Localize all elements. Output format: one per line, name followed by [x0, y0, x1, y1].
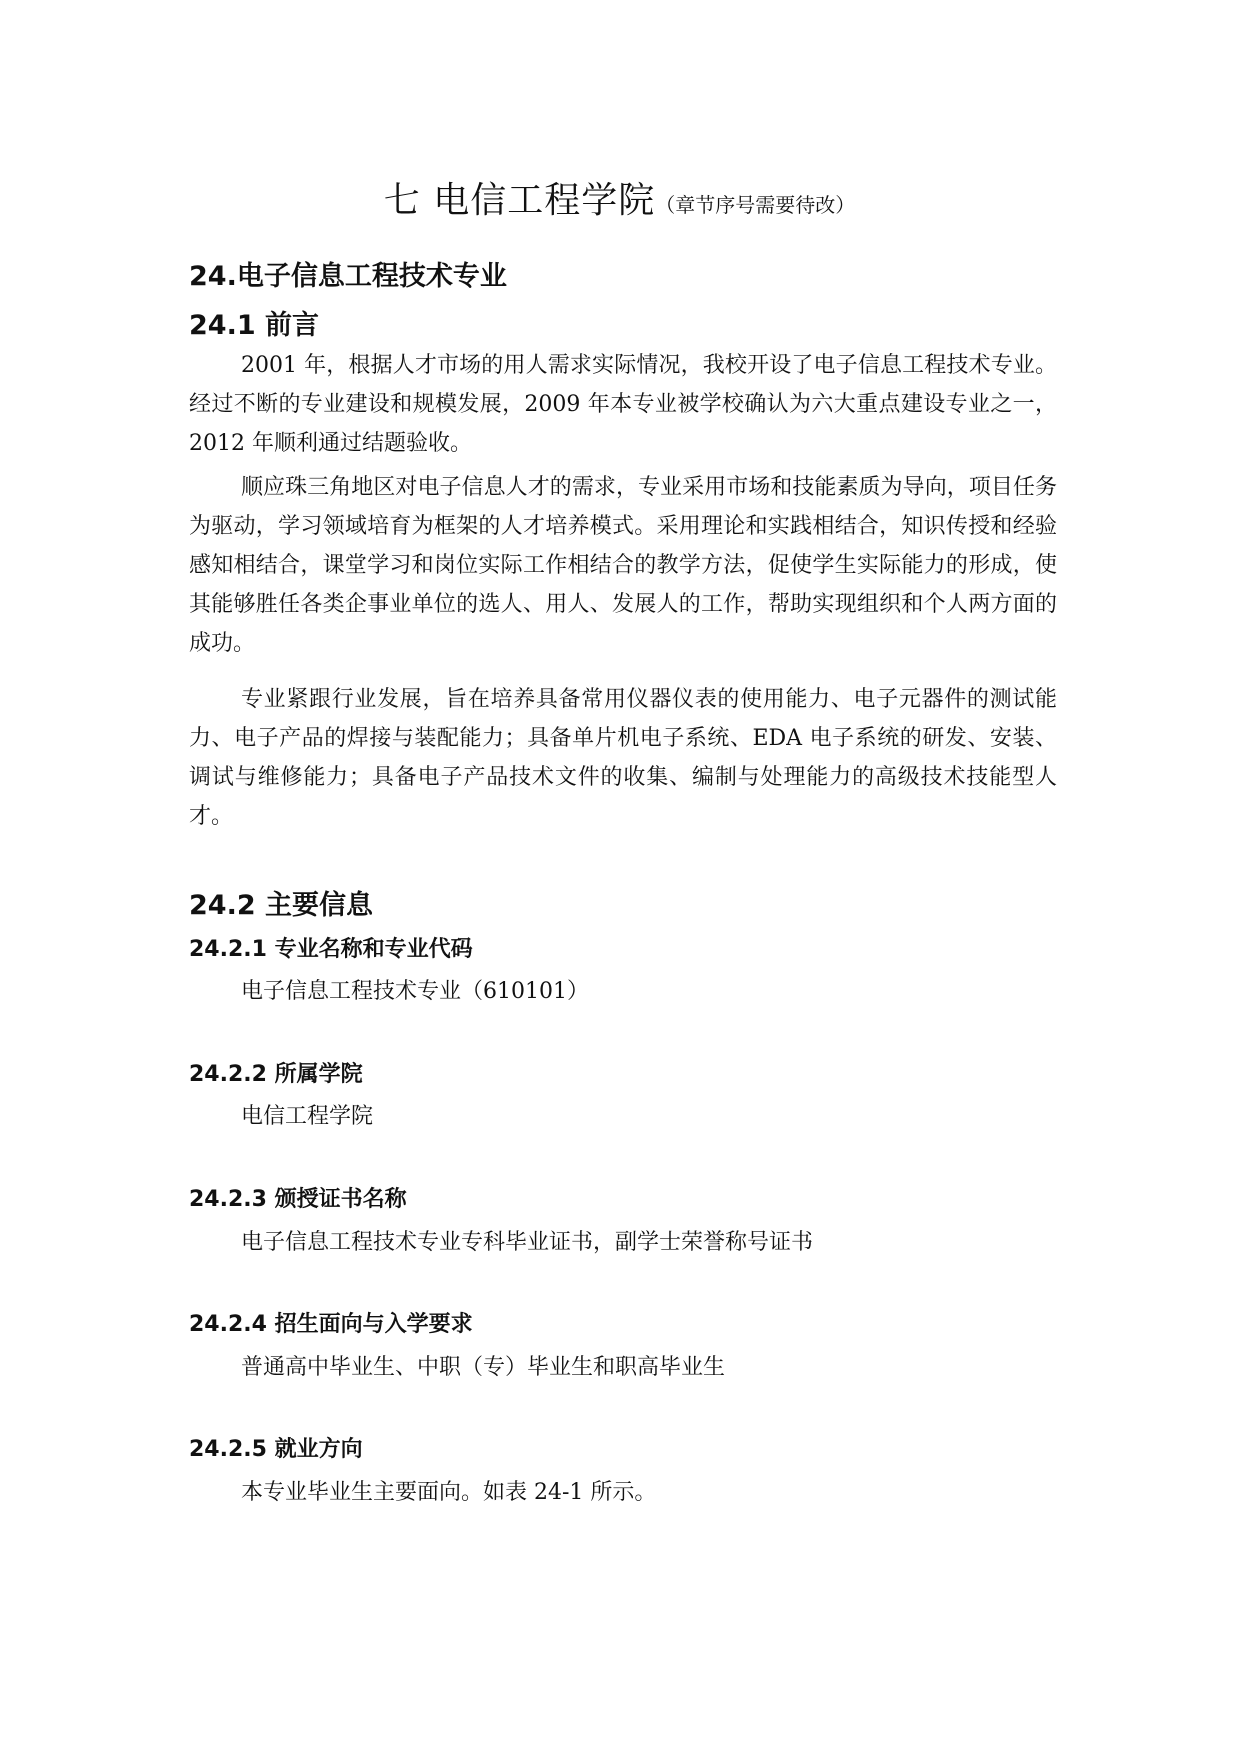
subsection-heading-employment: 24.2.5 就业方向	[189, 1437, 363, 1462]
subsection-heading-major-code: 24.2.1 专业名称和专业代码	[189, 937, 473, 962]
preface-paragraph-2: 顺应珠三角地区对电子信息人才的需求，专业采用市场和技能素质为导向，项目任务为驱动，学习领域培育为框架的人才培养模式。采用理论和实践相结合，知识传授和经验感知相结合，课堂学习和岗位实际工作相结合的教学方法，促使学生实际能力的形成，使其能够胜任各类企事业单位的选人、用人、发展人的工作，帮助实现组织和个人两方面的成功。	[189, 475, 1057, 656]
preface-paragraph-3: 专业紧跟行业发展，旨在培养具备常用仪器仪表的使用能力、电子元器件的测试能力、电子产品的焊接与装配能力；具备单片机电子系统、EDA 电子系统的研发、安装、调试与维修能力；具备电子产品技术文件的收集、编制与处理能力的高级技术技能型人才。	[189, 687, 1057, 829]
subsection-value-major-code: 电子信息工程技术专业（610101）	[241, 979, 589, 1004]
subsection-heading-college: 24.2.2 所属学院	[189, 1062, 363, 1087]
subsection-value-college: 电信工程学院	[241, 1104, 374, 1129]
chapter-title-note: （章节序号需要待改）	[655, 193, 856, 217]
main-info-heading: 24.2 主要信息	[189, 890, 374, 921]
preface-heading: 24.1 前言	[189, 310, 320, 341]
section-title: 24.电子信息工程技术专业	[189, 261, 507, 292]
subsection-heading-enrollment: 24.2.4 招生面向与入学要求	[189, 1312, 473, 1337]
subsection-value-enrollment: 普通高中毕业生、中职（专）毕业生和职高毕业生	[241, 1355, 726, 1380]
subsection-value-certificate: 电子信息工程技术专业专科毕业证书，副学士荣誉称号证书	[241, 1230, 814, 1255]
subsection-heading-certificate: 24.2.3 颁授证书名称	[189, 1187, 407, 1212]
chapter-title-text: 七 电信工程学院	[383, 180, 656, 221]
preface-paragraph-1: 2001 年，根据人才市场的用人需求实际情况，我校开设了电子信息工程技术专业。经过不断的专业建设和规模发展，2009 年本专业被学校确认为六大重点建设专业之一，2012 年顺利通过结题验收。	[189, 353, 1057, 456]
subsection-value-employment: 本专业毕业生主要面向。如表 24-1 所示。	[241, 1480, 657, 1505]
chapter-title	[0, 172, 1239, 223]
